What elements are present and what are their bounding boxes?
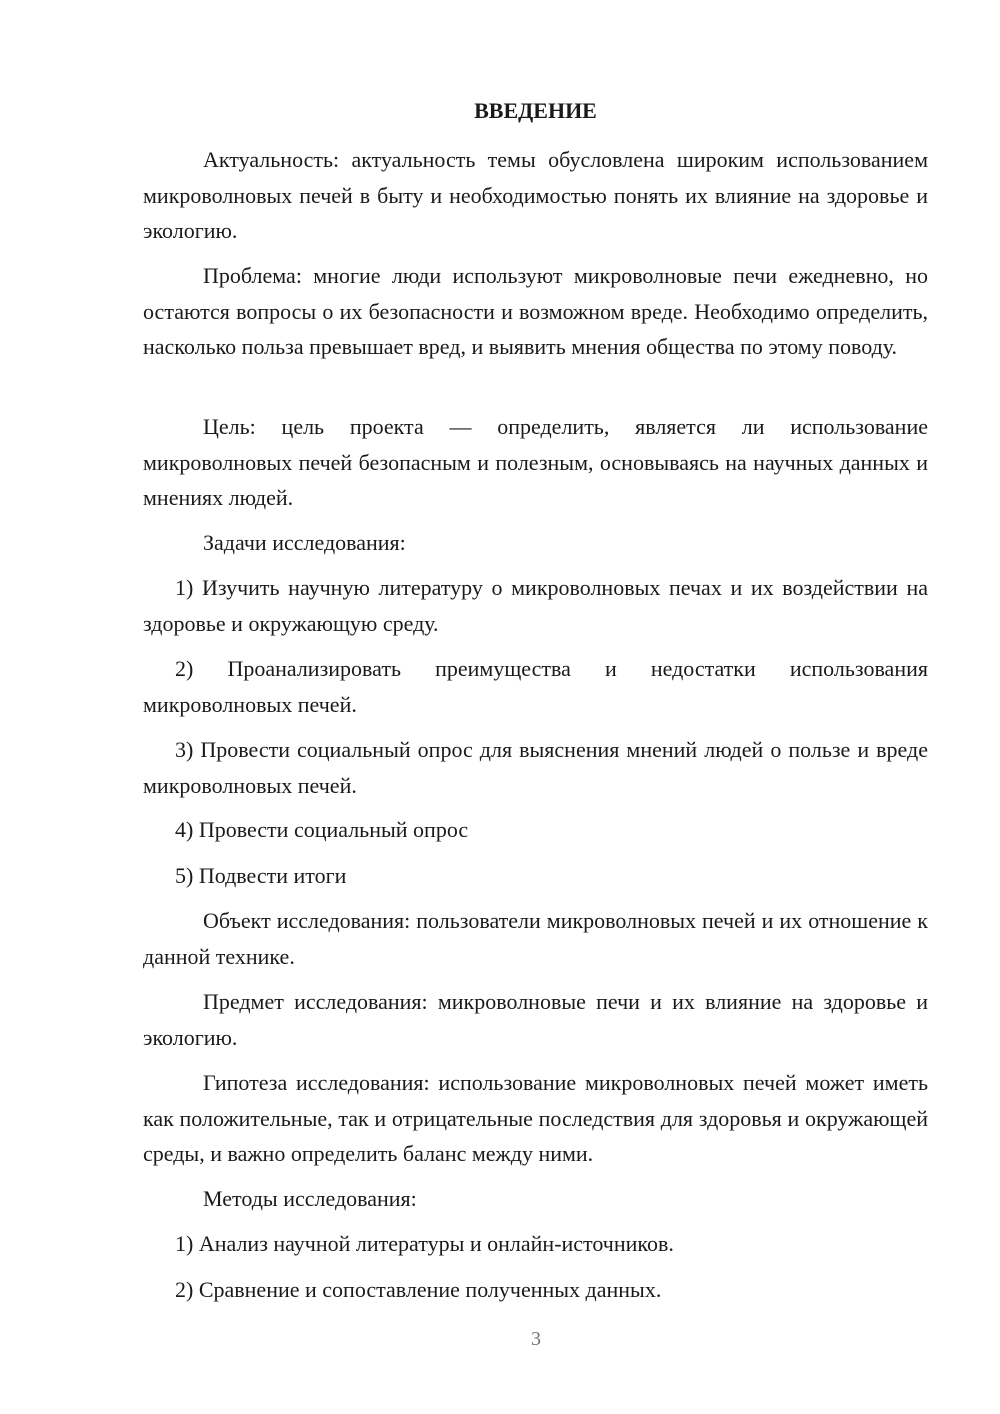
paragraph-relevance: Актуальность: актуальность темы обусловлена широким использованием микроволновых печей в быту и необходимостью понять их влияние на здоровье и экологию. [143,147,928,243]
page-title: ВВЕДЕНИЕ [474,98,597,123]
method-item-1: 1) Анализ научной литературы и онлайн-источников. [175,1231,674,1256]
paragraph-tasks-heading: Задачи исследования: [203,530,406,555]
task-item-4: 4) Провести социальный опрос [175,817,469,842]
paragraph-problem: Проблема: многие люди используют микроволновые печи ежедневно, но остаются вопросы о их безопасности и возможном вреде. Необходимо определить, насколько польза превышает вред, и выявить мнения общества по этому поводу. [143,263,928,359]
paragraph-goal: Цель: цель проекта — определить, является ли использование микроволновых печей безопасным и полезным, основываясь на научных данных и мнениях людей. [143,414,928,510]
paragraph-hypothesis: Гипотеза исследования: использование микроволновых печей может иметь как положительные, так и отрицательные последствия для здоровья и окружающей среды, и важно определить баланс между ними. [143,1070,928,1166]
method-item-2: 2) Сравнение и сопоставление полученных данных. [175,1277,662,1302]
task-item-1: 1) Изучить научную литературу о микроволновых печах и их воздействии на здоровье и окружающую среду. [143,575,928,636]
paragraph-object: Объект исследования: пользователи микроволновых печей и их отношение к данной технике. [143,908,928,969]
paragraph-subject: Предмет исследования: микроволновые печи и их влияние на здоровье и экологию. [143,989,928,1050]
task-item-5: 5) Подвести итоги [175,863,347,888]
paragraph-methods-heading: Методы исследования: [203,1186,417,1211]
page-number: 3 [531,1328,541,1350]
task-item-2: 2) Проанализировать преимущества и недостатки использования микроволновых печей. [143,656,928,717]
task-item-3: 3) Провести социальный опрос для выяснения мнений людей о пользе и вреде микроволновых печей. [143,737,928,798]
